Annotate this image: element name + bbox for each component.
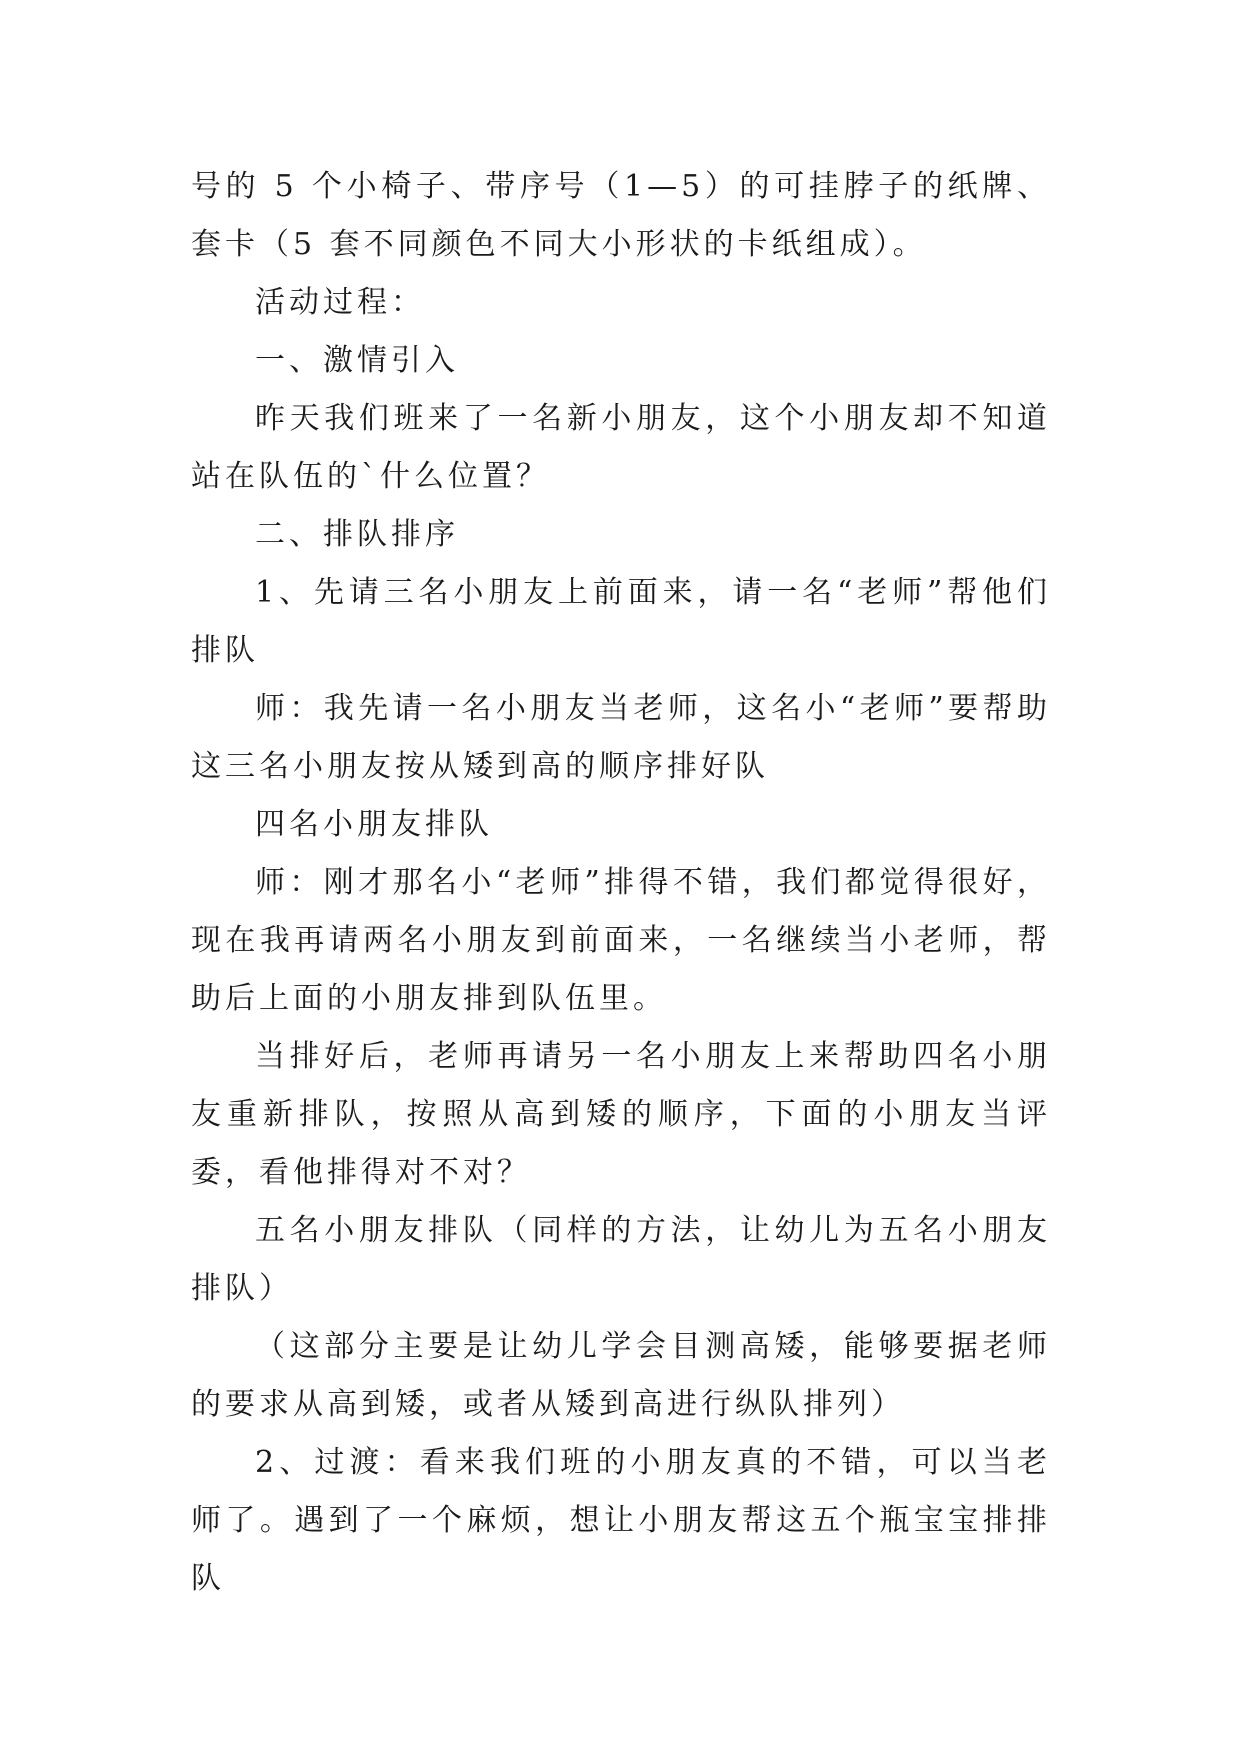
document-body — [191, 158, 1051, 1608]
paragraph-transition: 2、过渡：看来我们班的小朋友真的不错，可以当老师了。遇到了一个麻烦，想让小朋友帮这五个瓶宝宝排排队 — [191, 1445, 1051, 1596]
paragraph-rearrange: 当排好后，老师再请另一名小朋友上来帮助四名小朋友重新排队，按照从高到矮的顺序，下面的小朋友当评委，看他排得对不对？ — [191, 1039, 1051, 1190]
paragraph-teacher-request: 师：我先请一名小朋友当老师，这名小“老师”要帮助这三名小朋友按从矮到高的顺序排好队 — [191, 691, 1051, 784]
paragraph-teacher-praise: 师：刚才那名小“老师”排得不错，我们都觉得很好，现在我再请两名小朋友到前面来，一名继续当小老师，帮助后上面的小朋友排到队伍里。 — [191, 865, 1051, 1016]
paragraph-introduction: 昨天我们班来了一名新小朋友，这个小朋友却不知道站在队伍的`什么位置？ — [191, 401, 1051, 494]
heading-section-two: 二、排队排序 — [255, 517, 459, 552]
heading-section-one: 一、激情引入 — [255, 343, 459, 378]
heading-activity-process: 活动过程： — [255, 285, 425, 320]
paragraph-five-children: 五名小朋友排队（同样的方法，让幼儿为五名小朋友排队） — [191, 1213, 1051, 1306]
paragraph-step-one: 1、先请三名小朋友上前面来，请一名“老师”帮他们排队 — [191, 575, 1051, 668]
heading-four-children: 四名小朋友排队 — [255, 807, 493, 842]
paragraph-note: （这部分主要是让幼儿学会目测高矮，能够要据老师的要求从高到矮，或者从矮到高进行纵队排列） — [191, 1329, 1051, 1422]
paragraph-materials-continued: 号的 5 个小椅子、带序号（1—5）的可挂脖子的纸牌、套卡（5 套不同颜色不同大小形状的卡纸组成）。 — [191, 169, 1051, 262]
